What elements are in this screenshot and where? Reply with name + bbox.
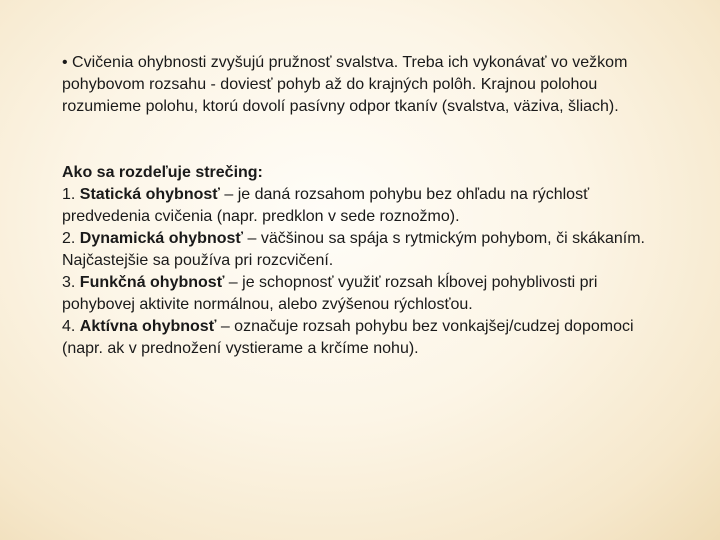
list-item-dynamic — [62, 228, 672, 272]
section-heading: Ako sa rozdeľuje strečing: — [62, 164, 263, 181]
item-description: – väčšinou sa spája s rytmickým pohybom, či skákaním. Najčastejšie sa používa pri rozcvičení. — [62, 230, 645, 269]
item-term: Statická ohybnosť — [79, 186, 220, 203]
item-number: 2. — [62, 230, 80, 247]
item-term: Funkčná ohybnosť — [79, 274, 225, 291]
item-number: 3. — [62, 274, 80, 291]
item-term: Aktívna ohybnosť — [79, 318, 217, 335]
item-description: – je schopnosť využiť rozsah kĺbovej pohyblivosti pri pohybovej aktivite normálnou, alebo zvýšenou rýchlosťou. — [62, 274, 598, 313]
item-number: 4. — [62, 318, 80, 335]
list-item-functional — [62, 272, 672, 316]
item-term: Dynamická ohybnosť — [79, 230, 244, 247]
item-number: 1. — [62, 186, 80, 203]
intro-paragraph: • Cvičenia ohybnosti zvyšujú pružnosť svalstva. Treba ich vykonávať vo vežkom pohybovom rozsahu - doviesť pohyb až do krajných polôh. Krajnou polohou rozumieme polohu, ktorú dovolí pasívny odpor tkanív (svalstva, väziva, šliach). — [62, 54, 628, 115]
list-item-active — [62, 316, 672, 360]
item-description: – je daná rozsahom pohybu bez ohľadu na rýchlosť predvedenia cvičenia (napr. predklon v sede roznožmo). — [62, 186, 590, 225]
stretching-section — [62, 162, 672, 360]
item-description: – označuje rozsah pohybu bez vonkajšej/cudzej dopomoci (napr. ak v prednožení vystierame a krčíme nohu). — [62, 318, 634, 357]
slide-content — [62, 52, 672, 360]
list-item-static — [62, 184, 672, 228]
